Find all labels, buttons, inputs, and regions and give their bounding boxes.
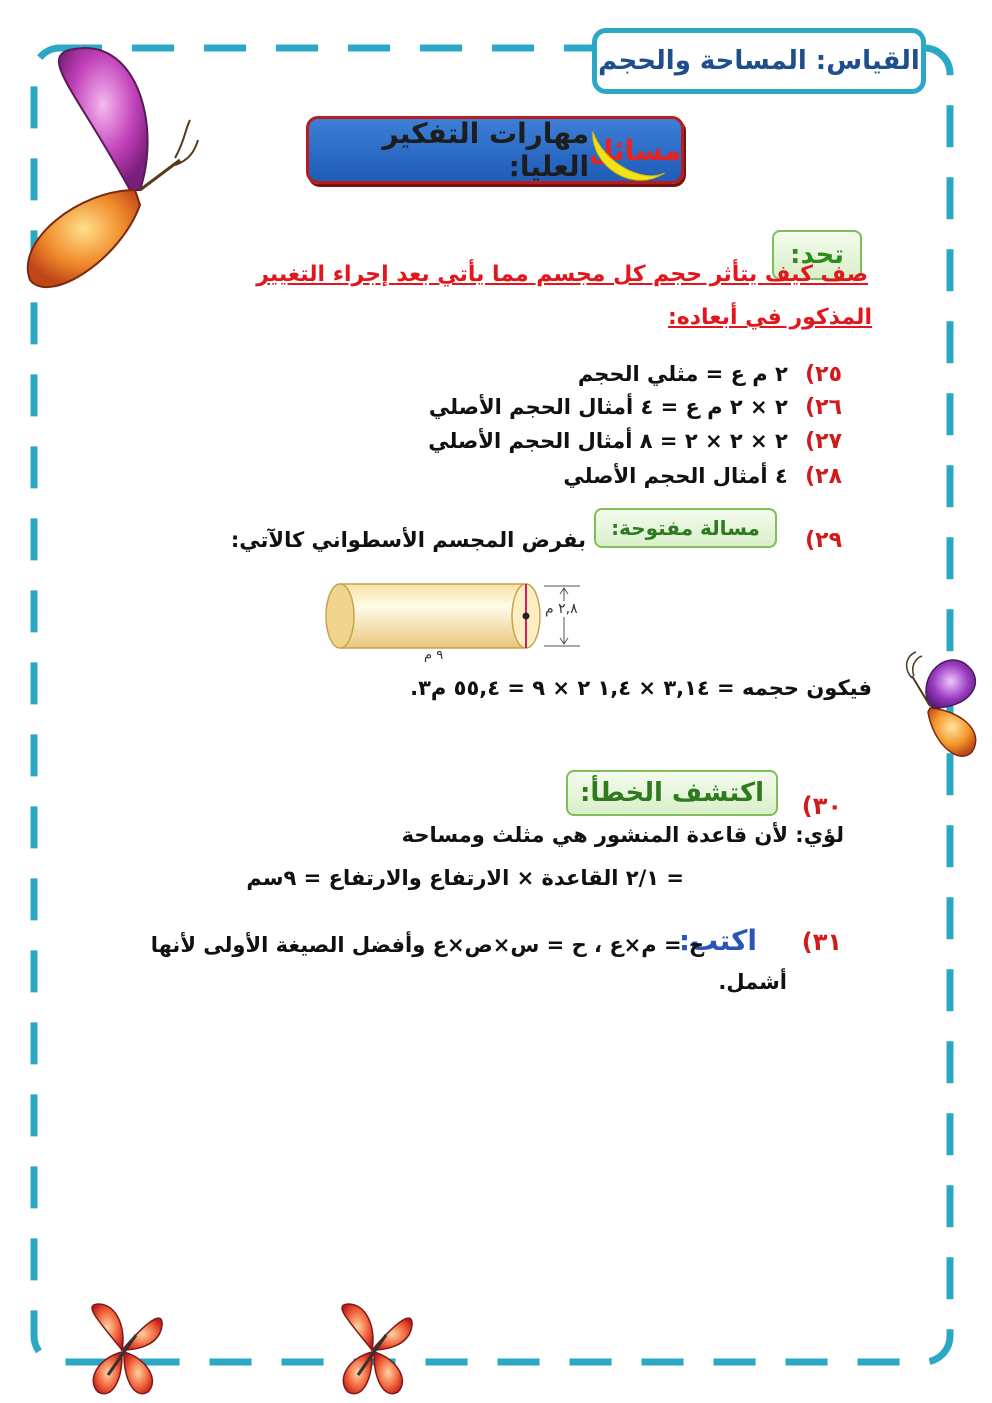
page-title: القياس: المساحة والحجم	[598, 46, 920, 76]
question-31-line1: ح = م×ع ، ح = س×ص×ع وأفضل الصيغة الأولى لأنها	[150, 933, 704, 957]
question-31-line2: أشمل.	[718, 970, 787, 994]
question-30-line2: = ٢/١ القاعدة × الارتفاع والارتفاع = ٩سم	[246, 866, 684, 890]
question-29-text: بفرض المجسم الأسطواني كالآتي:	[230, 528, 586, 552]
challenge-instruction-line2: المذكور في أبعاده:	[667, 305, 872, 330]
answer-26: ٢٦) ٢ × ٢ م ع = ٤ أمثال الحجم الأصلي	[428, 395, 842, 420]
write-label: اكتب:	[678, 924, 757, 957]
answer-28: ٢٨) ٤ أمثال الحجم الأصلي	[563, 464, 842, 489]
cylinder-length-label: ٩ م	[424, 648, 444, 663]
banner-title: مهارات التفكير العليا:	[382, 117, 590, 183]
question-30-line1: لؤي: لأن قاعدة المنشور هي مثلث ومساحة	[401, 823, 844, 847]
cylinder-figure	[320, 578, 590, 668]
question-30-number: ٣٠)	[801, 792, 842, 820]
butterfly-icon	[10, 40, 200, 300]
butterfly-icon	[898, 648, 988, 760]
find-error-label: اكتشف الخطأ:	[566, 770, 778, 816]
butterfly-icon	[78, 1300, 168, 1400]
question-31-number: ٣١)	[801, 928, 842, 956]
header-title-box	[592, 28, 926, 94]
cylinder-diameter-label: ٢,٨ م	[545, 601, 578, 617]
answer-25: ٢٥) ٢ م ع = مثلي الحجم	[577, 362, 842, 387]
butterfly-icon	[328, 1300, 418, 1400]
crescent-icon	[590, 105, 670, 200]
challenge-label: تحد:	[772, 230, 862, 280]
banner-word-red: مسائل	[589, 133, 681, 167]
challenge-instruction-line1: صف كيف يتأثر حجم كل مجسم مما يأتي بعد إجراء التغيير	[256, 262, 868, 287]
question-29-number: ٢٩)	[805, 528, 842, 553]
open-problem-label: مسالة مفتوحة:	[594, 508, 777, 548]
cylinder-volume-result: فيكون حجمه = ٣,١٤ × ١,٤ ٢ × ٩ = ٥٥,٤ م٣.	[410, 676, 872, 700]
answer-27: ٢٧) ٢ × ٢ × ٢ = ٨ أمثال الحجم الأصلي	[428, 429, 842, 454]
